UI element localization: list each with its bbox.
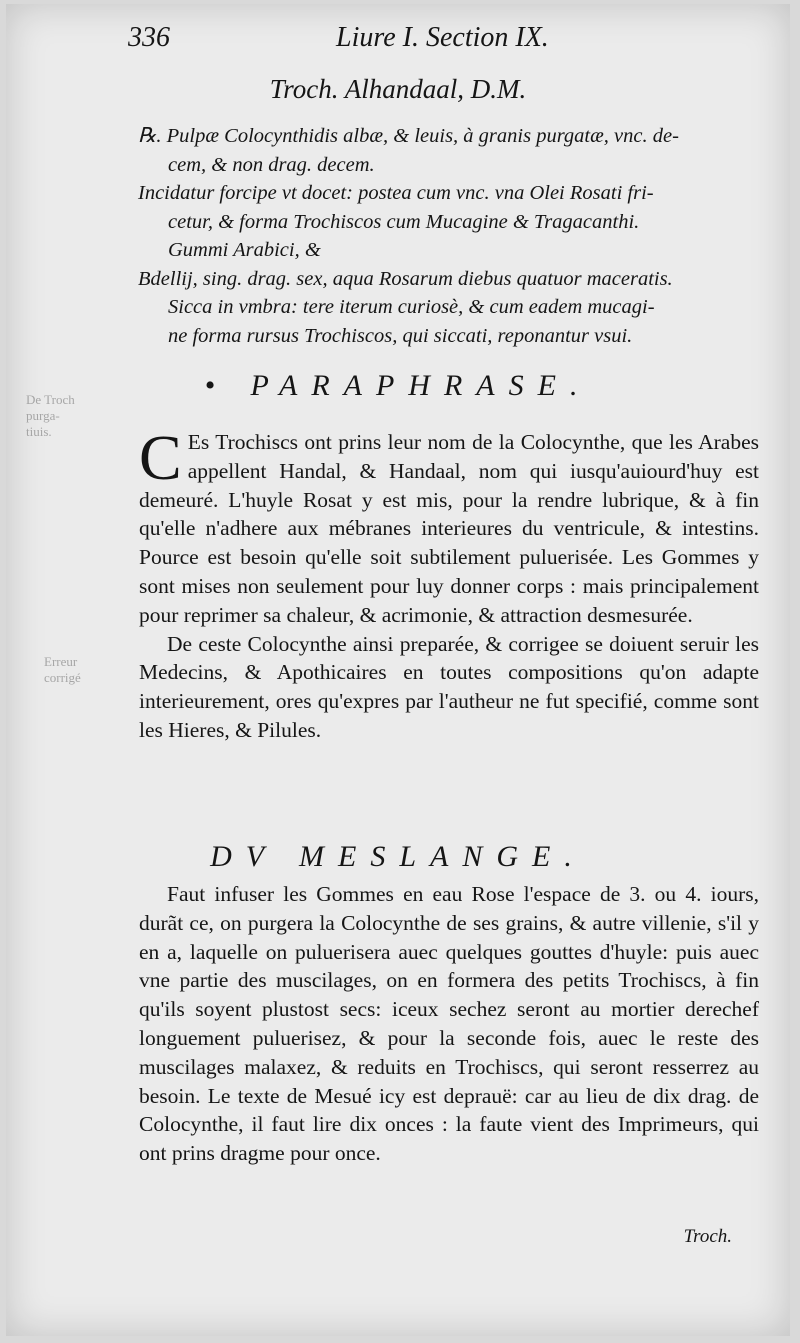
recipe-block bbox=[138, 122, 748, 350]
bleed-through-text: Erreur corrigé bbox=[44, 654, 81, 685]
paraphrase-paragraph-2: De ceste Colocynthe ainsi preparée, & corrigee se doiuent seruir les Medecins, & Apothicaires en toutes compositions qu'on adapte interieurement, ores qu'expres par l'autheur ne fut specifié, comme sont les Hieres, & Pilules. bbox=[139, 631, 759, 742]
recipe-line: Incidatur forcipe vt docet: postea cum vnc. vna Olei Rosati fri- bbox=[138, 182, 654, 204]
recipe-title: Troch. Alhandaal, D.M. bbox=[269, 74, 527, 104]
recipe-line: Gummi Arabici, & bbox=[168, 239, 321, 261]
meslange-body bbox=[139, 880, 759, 1168]
recipe-line: Bdellij, sing. drag. sex, aqua Rosarum diebus quatuor maceratis. bbox=[138, 267, 673, 290]
recipe-line: Sicca in vmbra: tere iterum curiosè, & cum eadem mucagi- bbox=[168, 296, 655, 318]
bleed-through-text: De Troch purga- tiuis. bbox=[26, 392, 75, 439]
drop-cap: C bbox=[139, 422, 182, 493]
recipe-line: cetur, & forma Trochiscos cum Mucagine & Tragacanthi. bbox=[168, 210, 640, 233]
paraphrase-paragraph-1 bbox=[139, 422, 759, 630]
recipe-line: ne forma rursus Trochiscos, qui siccati, reponantur vsui. bbox=[168, 324, 633, 347]
page-number: 336 bbox=[128, 22, 170, 53]
meslange-heading: DV MESLANGE. bbox=[210, 840, 586, 873]
paraphrase-text: Es Trochiscs ont prins leur nom de la Colocynthe, que les Arabes appellent Handal, & Handaal, nom qui iusqu'auiourd'huy est demeuré. L'huyle Rosat y est mis, pour la rendre lubrique, & à fin qu'elle n'adhere aux mébranes interieures du ventricule, & intestins. Pource est besoin qu'elle soit subtilement puluerisée. Les Gommes y sont mises non seulement pour luy donner corps : mais principalement pour reprimer sa chaleur, & acrimonie, & attraction desmesurée. bbox=[139, 430, 759, 627]
running-title: Liure I. Section IX. bbox=[336, 22, 549, 53]
recipe-line: cem, & non drag. decem. bbox=[168, 153, 375, 176]
recipe-line: ℞. Pulpæ Colocynthidis albæ, & leuis, à granis purgatæ, vnc. de- bbox=[138, 125, 679, 147]
meslange-paragraph: Faut infuser les Gommes en eau Rose l'espace de 3. ou 4. iours, durãt ce, on purgera la Colocynthe de ses grains, & autre villenie, s'il y en a, laquelle on puluerisera auec quelques gouttes d'huyle: puis auec vne partie des muscilages, on en formera des petits Trochiscs, à fin qu'ils soyent plustost secs: iceux sechez seront au mortier derechef longuement puluerisez, & pour la seconde fois, auec le reste des muscilages malaxez, & reduits en Trochiscs, qui seront resserrez au besoin. Le texte de Mesué icy est deprauë: car au lieu de dix drag. de Colocynthe, il faut lire dix onces : la faute vient des Imprimeurs, qui ont prins dragme pour once. bbox=[139, 882, 759, 1166]
paraphrase-body bbox=[139, 422, 759, 745]
catchword: Troch. bbox=[683, 1226, 732, 1247]
book-page bbox=[6, 4, 790, 1336]
paraphrase-heading: • PARAPHRASE. bbox=[204, 369, 592, 402]
running-header bbox=[6, 22, 790, 62]
